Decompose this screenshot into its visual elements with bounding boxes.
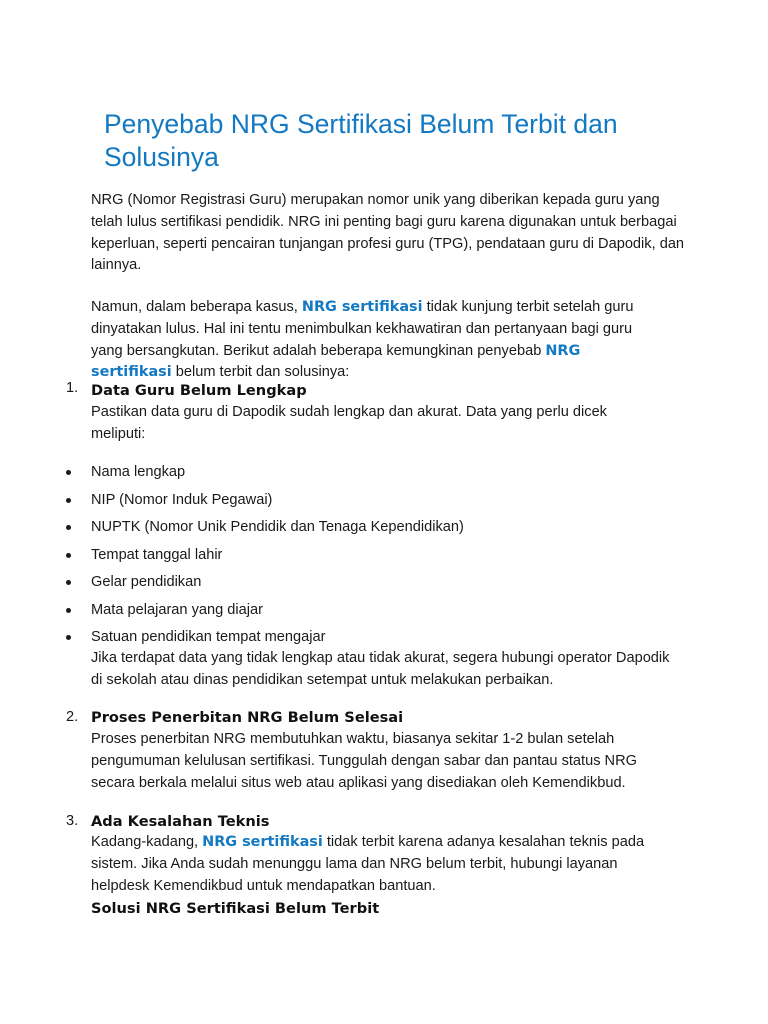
nrg-sertifikasi-link[interactable]: NRG sertifikasi [91,342,581,381]
list-item-label: Mata pelajaran yang diajar [91,601,263,618]
intro-paragraph: NRG (Nomor Registrasi Guru) merupakan nomor unik yang diberikan kepada guru yang telah lulus sertifikasi pendidik. NRG ini penting bagi guru karena digunakan untuk berbagai keperluan, seperti pencairan tunjangan profesi guru (TPG), pendataan guru di Dapodik, dan lainnya. [91,192,685,274]
list-number: 3. [66,813,79,829]
section-heading: Data Guru Belum Lengkap [91,382,307,399]
section-body: Proses penerbitan NRG membutuhkan waktu, biasanya sekitar 1-2 bulan setelah pengumuman kelulusan sertifikasi. Tunggulah dengan sabar dan pantau status NRG secara berkala melalui situs web atau aplikasi yang disediakan oleh Kemendikbud. [91,731,637,791]
list-item-label: Nama lengkap [91,464,186,480]
list-number: 2. [66,709,79,725]
list-item-label: Gelar pendidikan [91,574,202,590]
list-item-label: NIP (Nomor Induk Pegawai) [91,491,273,508]
section-body: Pastikan data guru di Dapodik sudah lengkap dan akurat. Data yang perlu dicek meliputi: [91,404,607,442]
list-item-label: Tempat tanggal lahir [91,546,223,563]
section-heading: Proses Penerbitan NRG Belum Selesai [91,709,404,726]
paragraph-text: tidak terbit karena adanya kesalahan teknis pada sistem. Jika Anda sudah menunggu lama dan NRG belum terbit, hubungi layanan helpdesk Kemendikbud untuk mendapatkan bantuan. [91,834,645,894]
section-heading: Ada Kesalahan Teknis [91,813,270,830]
bullet-icon [66,580,71,585]
bullet-icon [66,525,71,530]
section-followup: Jika terdapat data yang tidak lengkap atau tidak akurat, segera hubungi operator Dapodik di sekolah atau dinas pendidikan setempat untuk melakukan perbaikan. [91,650,670,688]
paragraph-text: Kadang-kadang, [91,834,203,850]
bullet-icon [66,498,71,503]
nrg-sertifikasi-link[interactable]: NRG sertifikasi [202,834,323,850]
nrg-sertifikasi-link[interactable]: NRG sertifikasi [301,299,423,315]
page-title: Penyebab NRG Sertifikasi Belum Terbit dan Solusinya [104,109,618,172]
paragraph-text: tidak kunjung terbit setelah guru dinyatakan lulus. Hal ini tentu menimbulkan kekhawatiran dan pertanyaan bagi guru yang bersangkutan. Berikut adalah beberapa kemungkinan penyebab [91,299,634,359]
bullet-icon [66,608,71,613]
paragraph-text: Namun, dalam beberapa kasus, [91,299,302,315]
solution-heading: Solusi NRG Sertifikasi Belum Terbit [91,900,380,917]
list-item-label: Satuan pendidikan tempat mengajar [91,629,326,645]
bullet-icon [66,553,71,558]
list-item-label: NUPTK (Nomor Unik Pendidik dan Tenaga Kependidikan) [91,519,464,535]
bullet-icon [66,470,71,475]
second-paragraph [91,297,651,384]
bullet-icon [66,635,71,640]
list-number: 1. [66,380,79,396]
section-body [91,832,671,897]
paragraph-text: belum terbit dan solusinya: [171,364,350,381]
